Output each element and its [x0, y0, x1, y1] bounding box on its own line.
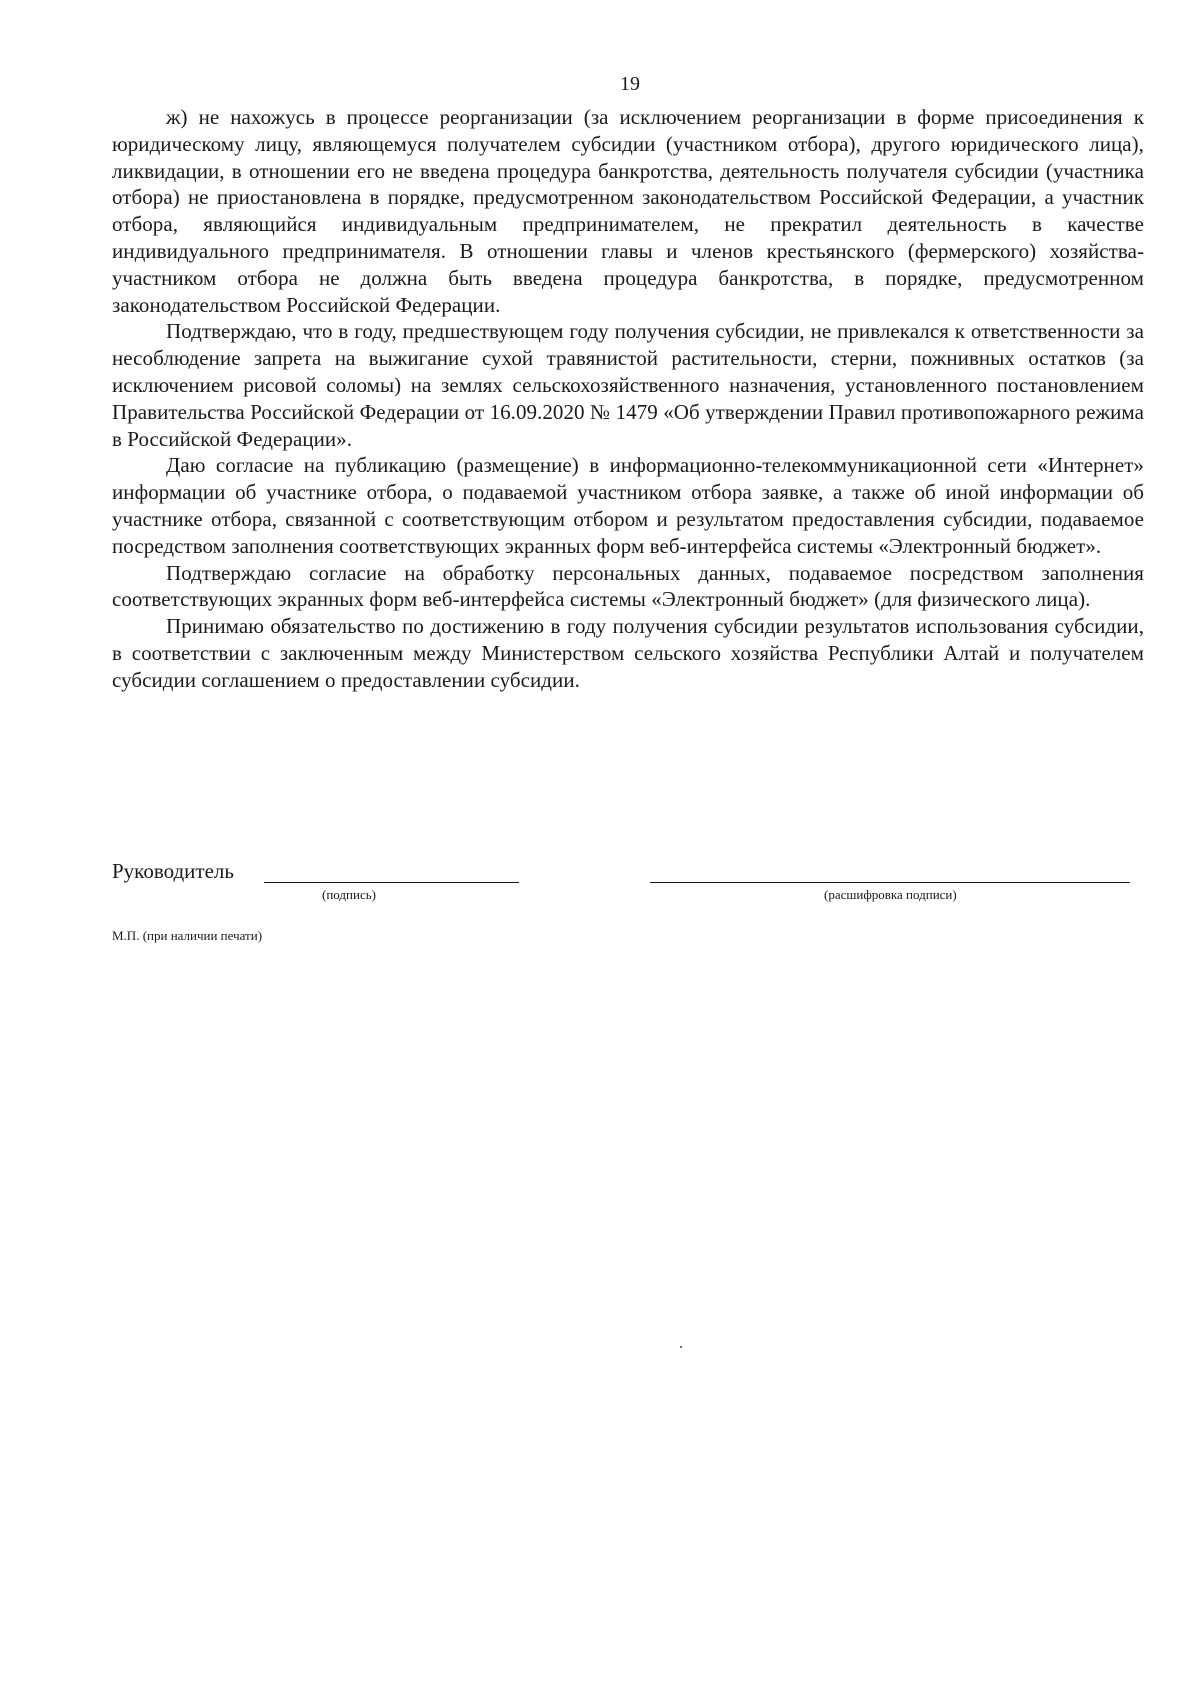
paragraph-personal-data-consent: Подтверждаю согласие на обработку персональных данных, подаваемое посредством заполнения соответствующих экранных форм веб-интерфейса системы «Электронный бюджет» (для физического лица). — [112, 560, 1144, 612]
page-number: 19 — [620, 73, 640, 95]
signature-line — [264, 882, 519, 883]
signature-caption: (подпись) — [322, 887, 376, 902]
paragraph-publication-consent: Даю согласие на публикацию (размещение) в информационно-телекоммуникационной сети «Интернет» информации об участнике отбора, о подаваемой участником отбора заявке, а также об иной информации об участнике отбора, связанной с соответствующим отбором и результатом предоставления субсидии, подаваемое посредством заполнения соответствующих экранных форм веб-интерфейса системы «Электронный бюджет». — [112, 453, 1144, 558]
stamp-note: М.П. (при наличии печати) — [112, 928, 263, 943]
signature-decoding-line — [650, 882, 1130, 883]
body-text — [112, 104, 1144, 694]
signature-block — [112, 858, 1144, 918]
paragraph-fire-safety: Подтверждаю, что в году, предшествующем году получения субсидии, не привлекался к ответственности за несоблюдение запрета на выжигание сухой травянистой растительности, стерни, пожнивных остатков (за исключением рисовой соломы) на землях сельскохозяйственного назначения, установленного постановлением Правительства Российской Федерации от 16.09.2020 № 1479 «Об утверждении Правил противопожарного режима в Российской Федерации». — [112, 319, 1144, 451]
scan-speck — [680, 1346, 682, 1348]
signature-decoding-caption: (расшифровка подписи) — [824, 887, 957, 902]
signature-role-label: Руководитель — [112, 859, 234, 883]
paragraph-obligation: Принимаю обязательство по достижению в году получения субсидии результатов использования субсидии, в соответствии с заключенным между Министерством сельского хозяйства Республики Алтай и получателем субсидии соглашением о предоставлении субсидии. — [112, 614, 1144, 692]
paragraph-reorganization: ж) не нахожусь в процессе реорганизации (за исключением реорганизации в форме присоединения к юридическому лицу, являющемуся получателем субсидии (участником отбора), другого юридического лица), ликвидации, в отношении его не введена процедура банкротства, деятельность получателя субсидии (участника отбора) не приостановлена в порядке, предусмотренном законодательством Российской Федерации, а участник отбора, являющийся индивидуальным предпринимателем, не прекратил деятельность в качестве индивидуального предпринимателя. В отношении главы и членов крестьянского (фермерского) хозяйства-участником отбора не должна быть введена процедура банкротства, в порядке, предусмотренном законодательством Российской Федерации. — [112, 105, 1144, 317]
